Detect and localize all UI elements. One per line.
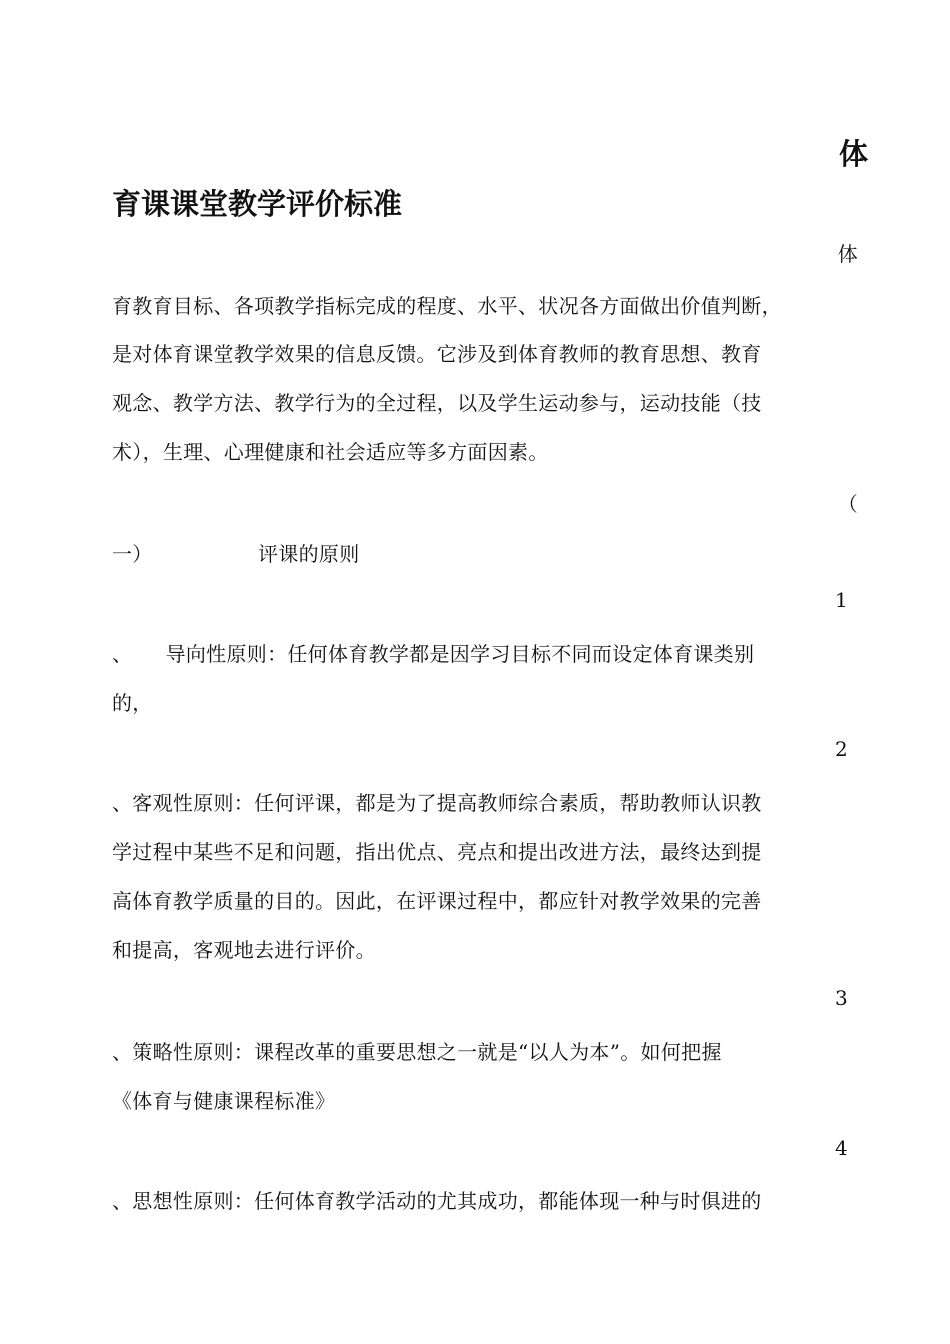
principle-number: 4 (834, 1136, 848, 1160)
section-heading: 评课的原则 (258, 542, 360, 566)
principle-line: 《体育与健康课程标准》 (112, 1089, 336, 1113)
principle-number: 1 (834, 588, 848, 612)
intro-line: 育教育目标、各项教学指标完成的程度、水平、状况各方面做出价值判断， (112, 294, 782, 318)
principle-line: 、思想性原则：任何体育教学活动的尤其成功，都能体现一种与时俱进的 (112, 1189, 762, 1213)
principle-line: 高体育教学质量的目的。因此，在评课过程中，都应针对教学效果的完善 (112, 889, 762, 913)
document-title: 育课课堂教学评价标准 (112, 187, 403, 221)
intro-lead-char: 体 (837, 242, 858, 266)
principle-line: 、客观性原则：任何评课，都是为了提高教师综合素质，帮助教师认识教 (112, 791, 762, 815)
intro-line: 是对体育课堂教学效果的信息反馈。它涉及到体育教师的教育思想、教育 (112, 342, 762, 366)
principle-line: 的， (112, 691, 153, 715)
section-label: 一） (112, 542, 153, 566)
principle-line: 和提高，客观地去进行评价。 (112, 938, 376, 962)
section-open-paren: （ (837, 492, 858, 516)
intro-line: 观念、教学方法、教学行为的全过程，以及学生运动参与，运动技能（技 (112, 391, 762, 415)
title-first-char: 体 (838, 137, 868, 171)
principle-line: 、 导向性原则：任何体育教学都是因学习目标不同而设定体育课类别 (112, 642, 755, 666)
intro-line: 术），生理、心理健康和社会适应等多方面因素。 (112, 440, 549, 464)
principle-line: 、策略性原则：课程改革的重要思想之一就是“以人为本”。如何把握 (112, 1040, 722, 1064)
principle-line: 学过程中某些不足和问题，指出优点、亮点和提出改进方法，最终达到提 (112, 840, 762, 864)
principle-number: 3 (834, 986, 848, 1010)
principle-number: 2 (834, 737, 848, 761)
